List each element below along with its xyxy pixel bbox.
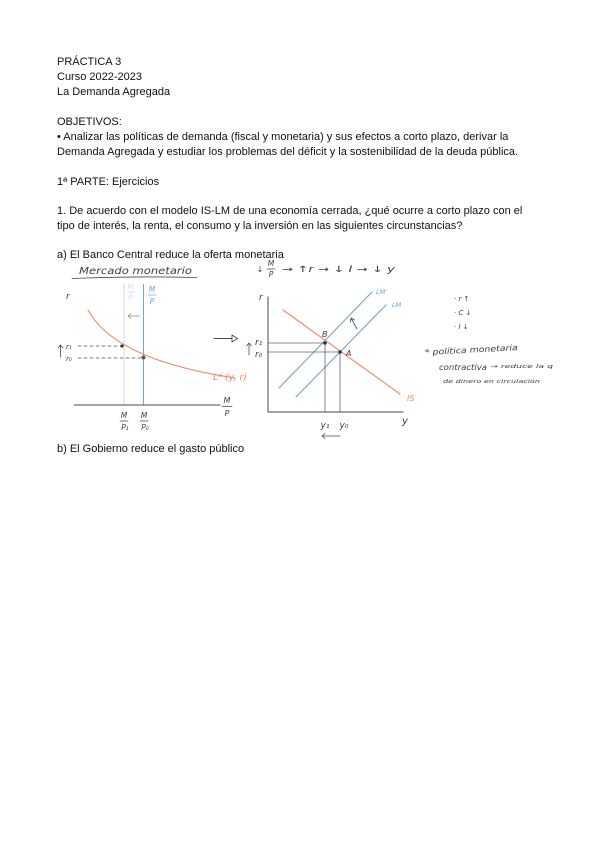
rate-new-label: r₁ (255, 338, 263, 348)
practice-title: PRÁCTICA 3 (57, 56, 122, 68)
effect-item: · I ↓ (454, 323, 469, 331)
point-a-label: A (346, 349, 352, 358)
arrow-left-icon (322, 434, 340, 439)
effect-item: · r ↑ (454, 295, 470, 303)
policy-note-line: de dinero en circulación (443, 379, 510, 385)
money-market-diagram (58, 266, 247, 432)
supply-new-tick-label (120, 411, 129, 432)
fraction-denominator: P₁ (121, 423, 129, 432)
course-year: Curso 2022-2023 (57, 71, 143, 83)
case-a-heading: a) El Banco Central reduce la oferta monetaria (57, 249, 284, 261)
rate-initial-label: r₀ (66, 355, 72, 363)
objectives-line: Demanda Agregada y estudiar los problemas del déficit y la sostenibilidad de la deuda pública. (57, 146, 519, 158)
chain-effects: → ↑r → ↓ I → ↓ y (282, 265, 397, 275)
fraction-numerator: M (120, 411, 128, 420)
case-b-heading: b) El Gobierno reduce el gasto público (57, 443, 245, 455)
fraction-numerator: M (148, 285, 156, 294)
fraction-denominator: P (224, 409, 230, 418)
objectives-line: • Analizar las políticas de demanda (fiscal y monetaria) y sus efectos a corto plazo, derivar la (57, 131, 509, 143)
fraction-numerator: M (223, 396, 231, 405)
equilibrium-point-b (323, 341, 327, 345)
money-supply-label (148, 285, 156, 306)
fraction-numerator: M (140, 411, 148, 420)
lm-new-curve (279, 292, 372, 388)
chain-start-arrow: ↓ (256, 265, 264, 274)
objectives-heading: OBJETIVOS: (57, 116, 122, 128)
handwritten-diagrams (0, 258, 600, 443)
fraction-denominator: P (149, 297, 155, 306)
income-initial-label: y₀ (339, 421, 349, 431)
fraction-denominator: P (128, 293, 133, 302)
is-lm-x-axis-label: y (402, 416, 408, 427)
part-one-heading: 1ª PARTE: Ejercicios (57, 176, 160, 188)
arrow-left-icon (128, 314, 140, 319)
topic-title: La Demanda Agregada (57, 86, 171, 98)
lm-new-curve-label: LM' (376, 288, 388, 296)
point-b-label: B (322, 330, 328, 339)
equilibrium-point-a (338, 350, 342, 354)
money-market-title: Mercado monetario (79, 266, 192, 277)
rate-initial-label: r₀ (255, 350, 263, 360)
policy-note (425, 343, 554, 385)
is-lm-diagram (247, 259, 415, 439)
money-demand-label: Lᵈ (y, r) (213, 373, 247, 383)
policy-note-line: * política monetaria (424, 343, 505, 357)
fraction-numerator: M (267, 259, 275, 268)
money-market-y-axis-label: r (66, 292, 70, 302)
arrow-up-icon (58, 345, 63, 357)
effect-item: · C ↓ (454, 309, 472, 317)
policy-note-line: → reduce la q (490, 364, 554, 370)
fraction-denominator: P₀ (141, 423, 149, 432)
lm-shift-arrow-icon (350, 318, 357, 329)
rate-new-label: r₁ (66, 343, 72, 351)
money-market-x-axis-label (222, 396, 232, 418)
supply-initial-tick-label (140, 411, 149, 432)
money-supply-new-label (127, 283, 134, 302)
policy-note-line: contractiva (439, 363, 488, 372)
lm-curve-label: LM (392, 301, 402, 309)
arrow-up-icon (247, 343, 252, 355)
effects-notes (454, 295, 471, 331)
question-1-line: 1. De acuerdo con el modelo IS-LM de una economía cerrada, ¿qué ocurre a corto plazo con el (57, 205, 523, 217)
equilibrium-initial-point (142, 356, 146, 360)
question-1-line: tipo de interés, la renta, el consumo y la inversión en las siguientes circunstancias? (57, 220, 463, 232)
title-underline (72, 277, 197, 279)
money-demand-curve (88, 310, 235, 378)
transmission-chain (257, 259, 397, 279)
arrow-right-icon (214, 335, 238, 342)
fraction-numerator: M (127, 283, 134, 291)
is-lm-y-axis-label: r (259, 293, 263, 303)
equilibrium-new-point (120, 344, 123, 347)
fraction-denominator: P (268, 270, 274, 279)
income-new-label: y₁ (320, 421, 330, 431)
is-curve-label: IS (407, 394, 415, 403)
